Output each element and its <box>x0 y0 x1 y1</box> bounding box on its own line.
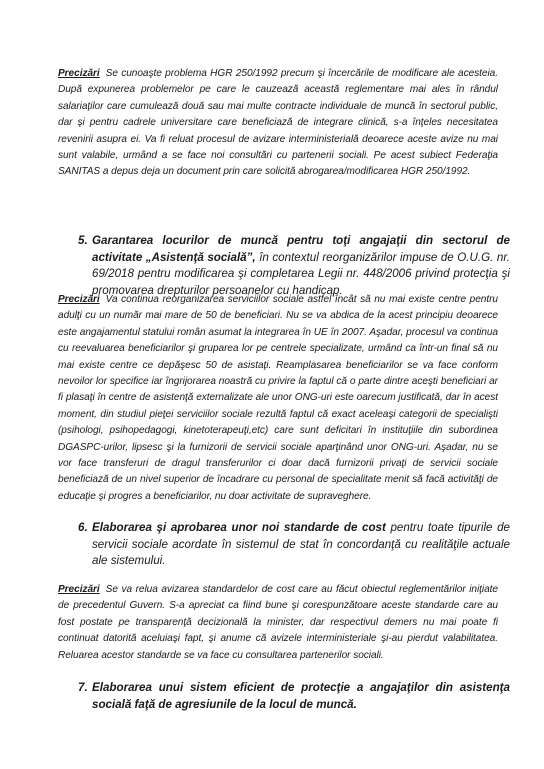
section-heading-6 <box>78 520 511 570</box>
paragraph-text: Va continua reorganizarea serviciilor sociale astfel încât să nu mai existe centre pentru adulţi cu un număr mai mare de 50 de beneficiari. Nu se va abdica de la acest principiu deoarece este angajamentul statului român asumat la integrarea în UE în 2007. Aşadar, procesul va continua cu reevaluarea beneficiarilor şi gruparea lor pe centrele specializate, urmând ca într-un final să nu mai existe centre ce depăşesc 50 de asistaţi. Reamplasarea beneficiarilor se va face conform nevoilor lor specifice iar îngrijorarea noastră cu privire la faptul că o parte dintre aceşti beneficiari ar fi plasaţi în centre de asistenţă externalizate ale unor ONG-uri este oarecum justificată, dar în acest moment, din studiul pieţei serviciilor sociale rezultă faptul că exact aceleaşi categorii de specialişti (psihologi, psihopedagogi, kinetoterapeuţi,etc) care sunt deficitari în instituţiile din subordinea DGASPC-urilor, lipsesc şi la furnizorii de servicii sociale aparţinând unor ONG-uri. Aşadar, nu se vor face transferuri de dragul transferurilor ci doar dacă furnizorii privaţi de servicii sociale beneficiază de un nivel superior de încadrare cu personal de specialitate menit să facă activităţi de educaţie şi progres a beneficiarilor, nu doar activitate de supraveghere. <box>58 294 498 502</box>
paragraph-text: Se cunoaşte problema HGR 250/1992 precum şi încercările de modificare ale acesteia. După expunerea problemelor pe care le cauzează această reglementare mai ales în rândul salariaţilor care cumulează două sau mai multe contracte individuale de muncă în sectorul public, dar şi pentru cadrele universitare care beneficiază de integrare clinică, s-a înţeles necesitatea revenirii asupra ei. Va fi reluat procesul de avizare interministerială deoarece aceste avize nu mai sunt valabile, urmând a se face noi consultări cu partenerii sociali. Pe acest subiect Federaţia SANITAS a depus deja un document prin care solicită abrogarea/modificarea HGR 250/1992. <box>58 68 498 178</box>
clarifications-label: Precizări <box>58 68 100 79</box>
section-heading-rest: în contextul reorganizărilor impuse de O.U.G. nr. 69/2018 pentru modificarea şi completarea Legii nr. 448/2006 privind protecţia şi promovarea drepturilor persoanelor cu handicap. <box>92 250 510 297</box>
paragraph-clarifications-2 <box>58 292 498 505</box>
clarifications-label: Precizări <box>58 294 100 305</box>
paragraph-text: Se va relua avizarea standardelor de cost care au făcut obiectul reglementărilor iniţiate de precedentul Guvern. S-a apreciat ca fiind bune şi corespunzătoare aceste standarde care au fost postate pe transparenţă decizională la minister, dar respectivul demers nu mai poate fi continuat datorită aceluiaşi fapt, şi anume că avizele interministeriale şi-au pierdut valabilitatea. Reluarea acestor standarde se va face cu consultarea partenerilor sociali. <box>58 584 498 661</box>
section-heading-bold: Elaborarea şi aprobarea unor noi standarde de cost <box>92 521 386 534</box>
section-number: 5. <box>78 234 88 247</box>
paragraph-clarifications-1 <box>58 66 498 181</box>
section-heading-7 <box>78 680 510 713</box>
section-number: 7. <box>78 681 88 694</box>
section-heading-rest: pentru toate tipurile de servicii sociale acordate în sistemul de stat în concordanţă cu realităţile actuale ale sistemului. <box>92 521 511 568</box>
section-number: 6. <box>78 521 88 534</box>
section-heading-5 <box>78 233 510 299</box>
paragraph-clarifications-3 <box>58 582 498 664</box>
section-heading-bold: Elaborarea unui sistem eficient de protecţie a angajaţilor din asistenţa socială faţă de agresiunile de la locul de muncă. <box>92 681 510 711</box>
clarifications-label: Precizări <box>58 584 100 595</box>
section-heading-bold: Garantarea locurilor de muncă pentru toţi angajaţii din sectorul de activitate „Asistenţă socială”, <box>92 234 510 264</box>
